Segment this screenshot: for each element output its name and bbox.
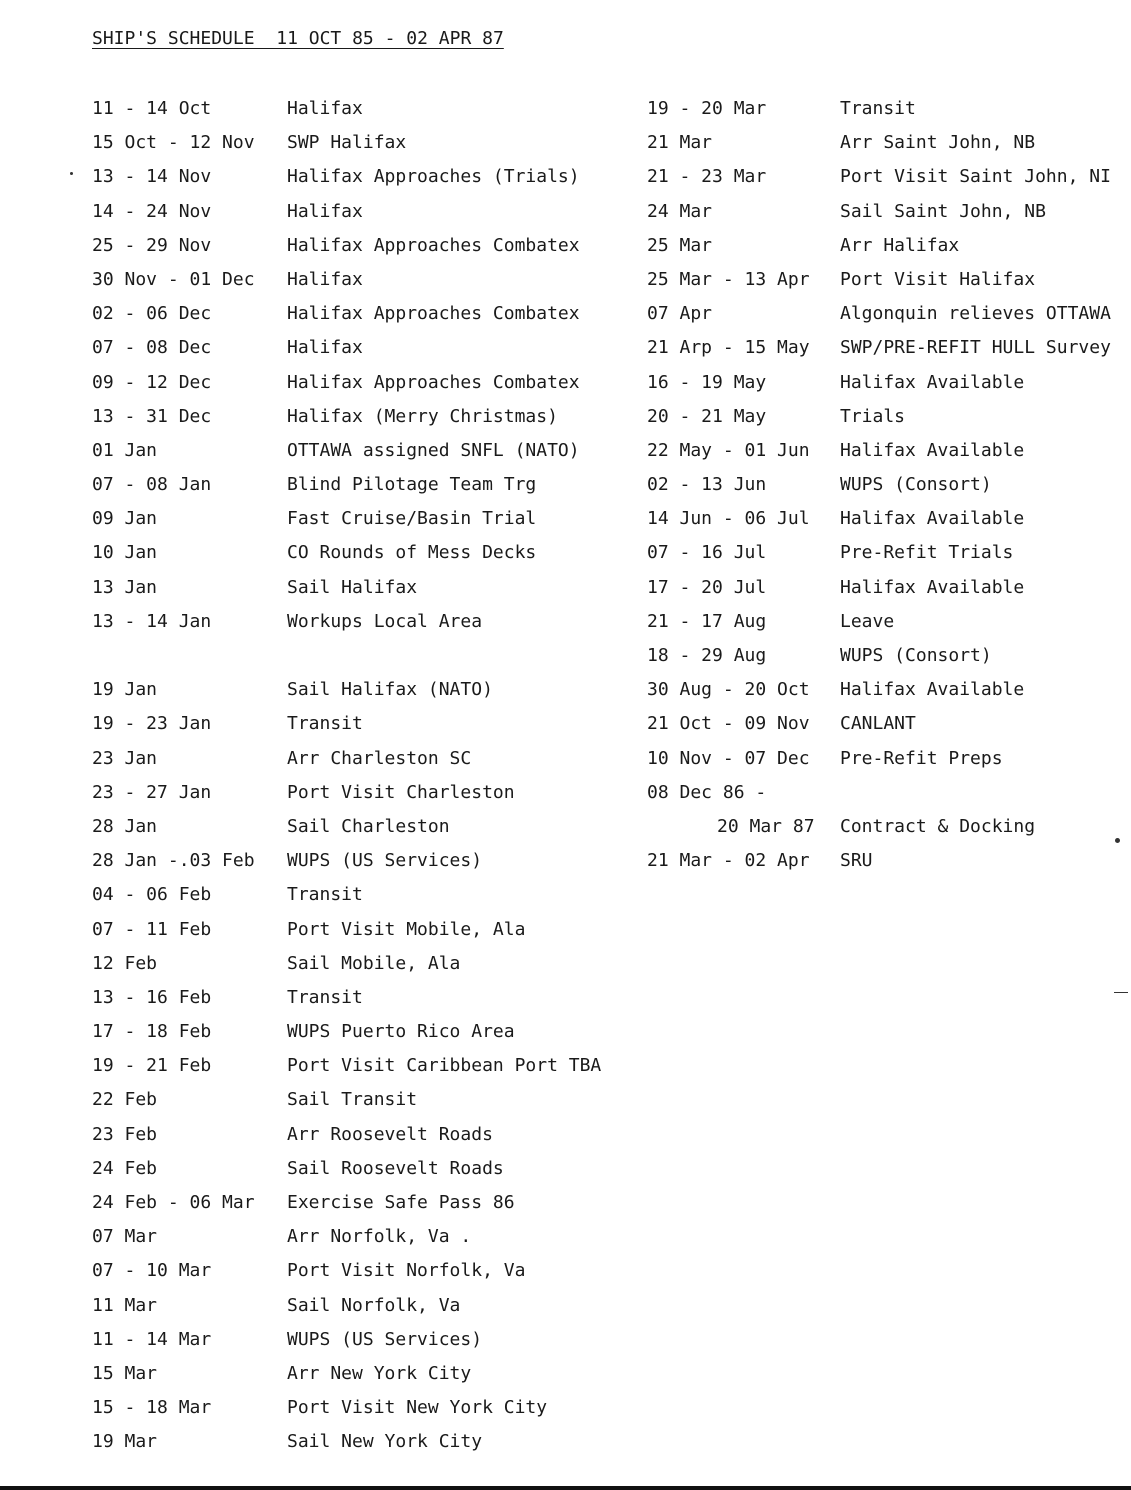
schedule-date: 20 Mar 87 bbox=[717, 815, 815, 837]
schedule-event: SWP Halifax bbox=[287, 132, 407, 154]
schedule-event: CANLANT bbox=[840, 713, 916, 735]
schedule-date: 13 - 14 Nov bbox=[92, 166, 212, 188]
schedule-date: 24 Feb - 06 Mar bbox=[92, 1192, 255, 1213]
schedule-date: 21 Mar bbox=[647, 132, 713, 154]
schedule-date: 10 Nov - 07 Dec bbox=[647, 747, 810, 769]
schedule-event: Workups Local Area bbox=[287, 610, 483, 632]
schedule-date: 17 - 20 Jul bbox=[647, 576, 767, 598]
schedule-date: 19 Jan bbox=[92, 679, 158, 701]
schedule-date: 15 Oct - 12 Nov bbox=[92, 132, 255, 154]
schedule-event: WUPS (Consort) bbox=[840, 474, 992, 496]
schedule-date: 16 - 19 May bbox=[647, 371, 767, 393]
schedule-event: Halifax Approaches Combatex bbox=[287, 234, 580, 256]
schedule-date: 15 - 18 Mar bbox=[92, 1397, 212, 1419]
schedule-event: WUPS (US Services) bbox=[287, 1328, 483, 1350]
schedule-event: Transit bbox=[287, 713, 363, 735]
bottom-rule bbox=[0, 1486, 1131, 1490]
schedule-event: WUPS Puerto Rico Area bbox=[287, 1021, 515, 1043]
schedule-date: 11 - 14 Oct bbox=[92, 98, 212, 119]
schedule-event: Sail Charleston bbox=[287, 815, 450, 837]
schedule-event: Sail New York City bbox=[287, 1431, 483, 1453]
schedule-event: Halifax (Merry Christmas) bbox=[287, 405, 558, 427]
scan-speck bbox=[70, 172, 73, 175]
schedule-date: 19 - 23 Jan bbox=[92, 713, 212, 735]
schedule-date: 17 - 18 Feb bbox=[92, 1021, 212, 1043]
schedule-event: Halifax Available bbox=[840, 508, 1025, 530]
schedule-event: Halifax Approaches (Trials) bbox=[287, 166, 580, 188]
schedule-date: 13 - 16 Feb bbox=[92, 986, 212, 1008]
schedule-event: Arr Norfolk, Va . bbox=[287, 1226, 472, 1248]
schedule-event: Sail Mobile, Ala bbox=[287, 952, 461, 974]
schedule-date: 21 - 17 Aug bbox=[647, 610, 767, 632]
schedule-date: 30 Nov - 01 Dec bbox=[92, 268, 255, 290]
schedule-date: 25 Mar bbox=[647, 234, 713, 256]
schedule-date: 07 Mar bbox=[92, 1226, 158, 1248]
schedule-event: Halifax bbox=[287, 337, 363, 359]
schedule-date: 18 - 29 Aug bbox=[647, 645, 767, 666]
schedule-event: Halifax Available bbox=[840, 576, 1025, 598]
schedule-event: Sail Saint John, NB bbox=[840, 200, 1046, 222]
schedule-date: 09 - 12 Dec bbox=[92, 371, 212, 393]
schedule-event: SWP/PRE-REFIT HULL Survey bbox=[840, 337, 1111, 359]
schedule-date: 21 Oct - 09 Nov bbox=[647, 713, 810, 735]
schedule-date: 02 - 13 Jun bbox=[647, 474, 767, 496]
schedule-event: Transit bbox=[287, 986, 363, 1008]
schedule-date: 13 - 14 Jan bbox=[92, 610, 212, 632]
schedule-date: 11 Mar bbox=[92, 1294, 158, 1316]
schedule-event: Contract & Docking bbox=[840, 815, 1036, 837]
schedule-event: Port Visit Saint John, NI bbox=[840, 166, 1111, 188]
schedule-event: Port Visit New York City bbox=[287, 1397, 548, 1419]
schedule-date: 07 - 08 Jan bbox=[92, 474, 212, 496]
schedule-event: Arr Charleston SC bbox=[287, 747, 472, 769]
schedule-event: Fast Cruise/Basin Trial bbox=[287, 508, 537, 530]
schedule-event: Halifax Approaches Combatex bbox=[287, 371, 580, 393]
schedule-date: 08 Dec 86 - bbox=[647, 781, 767, 803]
schedule-date: 23 - 27 Jan bbox=[92, 781, 212, 803]
schedule-date: 14 Jun - 06 Jul bbox=[647, 508, 810, 530]
schedule-event: Halifax bbox=[287, 200, 363, 222]
schedule-date: 21 - 23 Mar bbox=[647, 166, 767, 188]
schedule-date: 02 - 06 Dec bbox=[92, 303, 212, 325]
schedule-event: WUPS (US Services) bbox=[287, 850, 483, 872]
schedule-event: Arr Roosevelt Roads bbox=[287, 1123, 493, 1145]
schedule-event: Algonquin relieves OTTAWA bbox=[840, 303, 1111, 325]
schedule-event: Pre-Refit Preps bbox=[840, 747, 1003, 769]
page-title bbox=[92, 28, 504, 49]
schedule-event: Halifax Available bbox=[840, 371, 1025, 393]
schedule-event: Arr Saint John, NB bbox=[840, 132, 1036, 154]
schedule-event: Halifax Available bbox=[840, 439, 1025, 461]
schedule-date: 30 Aug - 20 Oct bbox=[647, 679, 810, 701]
schedule-event: Sail Roosevelt Roads bbox=[287, 1157, 504, 1179]
schedule-date: 21 Mar - 02 Apr bbox=[647, 850, 810, 872]
schedule-date: 07 - 10 Mar bbox=[92, 1260, 212, 1282]
schedule-event: Exercise Safe Pass 86 bbox=[287, 1192, 515, 1213]
schedule-event: Halifax bbox=[287, 268, 363, 290]
schedule-event: Port Visit Halifax bbox=[840, 268, 1036, 290]
schedule-event: Port Visit Mobile, Ala bbox=[287, 918, 526, 940]
schedule-date: 10 Jan bbox=[92, 542, 158, 564]
schedule-date: 28 Jan bbox=[92, 815, 158, 837]
schedule-date: 13 - 31 Dec bbox=[92, 405, 212, 427]
schedule-date: 19 Mar bbox=[92, 1431, 158, 1453]
schedule-event: CO Rounds of Mess Decks bbox=[287, 542, 537, 564]
schedule-date: 07 - 08 Dec bbox=[92, 337, 212, 359]
schedule-event: Port Visit Norfolk, Va bbox=[287, 1260, 526, 1282]
schedule-event: Leave bbox=[840, 610, 895, 632]
schedule-date: 04 - 06 Feb bbox=[92, 884, 212, 906]
schedule-date: 24 Mar bbox=[647, 200, 713, 222]
schedule-event: Transit bbox=[840, 98, 916, 119]
schedule-event: Port Visit Caribbean Port TBA bbox=[287, 1055, 602, 1077]
schedule-event: Halifax bbox=[287, 98, 363, 119]
schedule-event: Halifax Approaches Combatex bbox=[287, 303, 580, 325]
schedule-event: Transit bbox=[287, 884, 363, 906]
schedule-date: 20 - 21 May bbox=[647, 405, 767, 427]
schedule-date: 28 Jan -.03 Feb bbox=[92, 850, 255, 872]
schedule-date: 07 - 16 Jul bbox=[647, 542, 767, 564]
schedule-date: 25 Mar - 13 Apr bbox=[647, 268, 810, 290]
schedule-event: Sail Halifax bbox=[287, 576, 418, 598]
schedule-date: 19 - 20 Mar bbox=[647, 98, 767, 119]
schedule-date: 07 - 11 Feb bbox=[92, 918, 212, 940]
schedule-date: 07 Apr bbox=[647, 303, 713, 325]
schedule-event: Halifax Available bbox=[840, 679, 1025, 701]
schedule-event: Sail Transit bbox=[287, 1089, 418, 1111]
schedule-event: OTTAWA assigned SNFL (NATO) bbox=[287, 439, 580, 461]
schedule-event: Blind Pilotage Team Trg bbox=[287, 474, 537, 496]
scan-dash bbox=[1114, 992, 1128, 993]
schedule-event: Port Visit Charleston bbox=[287, 781, 515, 803]
schedule-date: 22 May - 01 Jun bbox=[647, 439, 810, 461]
schedule-event: Sail Norfolk, Va bbox=[287, 1294, 461, 1316]
schedule-date: 09 Jan bbox=[92, 508, 158, 530]
schedule-date: 13 Jan bbox=[92, 576, 158, 598]
schedule-date: 21 Arp - 15 May bbox=[647, 337, 810, 359]
page-title-text: SHIP'S SCHEDULE 11 OCT 85 - 02 APR 87 bbox=[92, 28, 504, 49]
schedule-event: WUPS (Consort) bbox=[840, 645, 992, 666]
schedule-date: 19 - 21 Feb bbox=[92, 1055, 212, 1077]
scan-speck bbox=[1115, 838, 1120, 843]
schedule-date: 14 - 24 Nov bbox=[92, 200, 212, 222]
schedule-date: 24 Feb bbox=[92, 1157, 158, 1179]
schedule-date: 23 Feb bbox=[92, 1123, 158, 1145]
schedule-event: Trials bbox=[840, 405, 906, 427]
schedule-event: Arr Halifax bbox=[840, 234, 960, 256]
schedule-event: Pre-Refit Trials bbox=[840, 542, 1014, 564]
schedule-date: 01 Jan bbox=[92, 439, 158, 461]
schedule-date: 23 Jan bbox=[92, 747, 158, 769]
schedule-event: Sail Halifax (NATO) bbox=[287, 679, 493, 701]
schedule-date: 11 - 14 Mar bbox=[92, 1328, 212, 1350]
schedule-date: 25 - 29 Nov bbox=[92, 234, 212, 256]
schedule-event: Arr New York City bbox=[287, 1362, 472, 1384]
schedule-date: 22 Feb bbox=[92, 1089, 158, 1111]
schedule-event: SRU bbox=[840, 850, 873, 872]
schedule-date: 12 Feb bbox=[92, 952, 158, 974]
schedule-date: 15 Mar bbox=[92, 1362, 158, 1384]
